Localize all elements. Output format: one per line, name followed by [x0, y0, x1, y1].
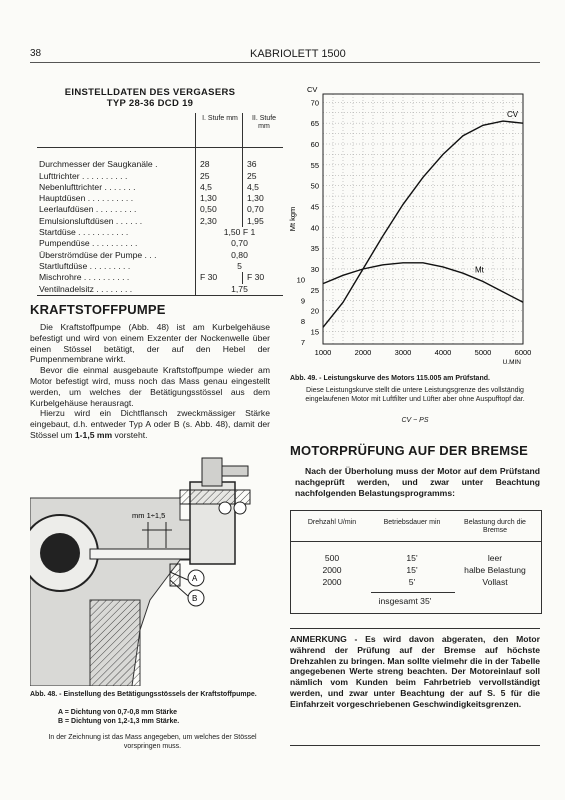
row-value-2: F 30: [243, 272, 284, 283]
cell-load: Vollast: [482, 577, 508, 587]
note-rule-bottom: [290, 745, 540, 746]
row-value-1: F 30: [196, 272, 243, 283]
dimension-label: mm 1÷1,5: [132, 511, 166, 520]
x-tick-label: 3000: [394, 348, 412, 357]
row-label: Emulsionsluftdüsen . . . . . .: [39, 215, 143, 226]
row-label: Mischrohre . . . . . . . . . .: [39, 272, 130, 283]
series-line-cv: [323, 121, 523, 327]
fig48-legend-b: B = Dichtung von 1,2-1,3 mm Stärke.: [58, 718, 180, 725]
paragraph: Bevor die einmal ausgebaute Kraftstoffpumpe wieder am Motor befestigt wird, muss noch das Mass genau eingestellt werden, um welches der Betätigungsstössel aus dem Kurbelgehäuse herausragt.: [30, 365, 270, 408]
paragraph: Die Kraftstoffpumpe (Abb. 48) ist am Kurbelgehäuse befestigt und wird von einem Exzenter der Nockenwelle über einen Stössel betätigt, der auf den Hebel der Pumpenmembrane wirkt.: [30, 322, 270, 365]
row-label: Startluftdüse . . . . . . . . .: [39, 260, 131, 271]
y-tick-label: 60: [310, 140, 319, 149]
row-label: Leerlaufdüsen . . . . . . . . .: [39, 204, 137, 215]
cell-duration: 15': [406, 553, 418, 563]
table-row: [37, 250, 283, 261]
fuel-pump-drawing: [30, 450, 275, 686]
vergaser-table-head: [37, 113, 283, 148]
vergaser-title-2: TYP 28-36 DCD 19: [106, 98, 194, 109]
row-value-2: 4,5: [243, 182, 284, 193]
row-value-span: 0,70: [196, 238, 284, 249]
row-label: Überströmdüse der Pumpe . . .: [39, 249, 157, 260]
fig49-caption: Abb. 49. - Leistungskurve des Motors 115.005 am Prüfstand.: [290, 375, 490, 382]
row-value-1: 25: [196, 171, 243, 182]
col-header-duration: Betriebsdauer min: [383, 519, 441, 526]
col-header-rpm: Drehzahl U/min: [307, 519, 357, 526]
row-value-1: 0,50: [196, 204, 243, 215]
x-tick-label: 1000: [314, 348, 332, 357]
anmerkung-note: [290, 634, 540, 710]
table-row: [37, 261, 283, 272]
row-label: Pumpendüse . . . . . . . . . .: [39, 238, 138, 249]
series-label-mt: Mt: [475, 265, 484, 275]
vergaser-title-1: EINSTELLDATEN DES VERGASERS: [64, 87, 236, 98]
row-value-span: 1,50 F 1: [196, 227, 284, 238]
kraftstoff-text: [30, 322, 270, 441]
note-rule-top: [290, 628, 540, 629]
label-a: A: [192, 574, 198, 583]
fig48-note: In der Zeichnung ist das Mass angegeben, um welches der Stössel vorspringen muss.: [48, 734, 257, 750]
row-value-1: 1,30: [196, 193, 243, 204]
row-value-1: 28: [196, 159, 243, 170]
note-label: ANMERKUNG: [290, 634, 347, 644]
vergaser-col2-header: II. Stufe mm: [243, 113, 284, 148]
note-text: - Es wird davon abgeraten, den Motor während der Prüfung auf der Bremse auf höchste Drehzahlen zu bringen. Man sollte vielmehr die in der Tabelle angegebenen Werte streng beachten. Der Motoreinlauf soll nämlich vom Kunden beim Fahrbetrieb vervollständigt werden, und zwar unter Beachtung der auf S. 5 für die Einfahrzeit vorgeschriebenen Geschwindigkeitsgrenzen.: [290, 634, 540, 709]
table-row: [37, 182, 283, 193]
power-curve-chart: [285, 80, 540, 370]
vergaser-col1-header: I. Stufe mm: [196, 113, 243, 148]
cell-rpm: 500: [324, 553, 340, 563]
y-tick-label: 70: [310, 98, 319, 108]
table-divider: [291, 541, 541, 542]
y-tick-label: 15: [310, 327, 319, 337]
y-axis-top-label: CV: [307, 85, 318, 94]
row-value-1: 2,30: [196, 216, 243, 227]
cell-load: halbe Belastung: [464, 565, 526, 575]
table-row: [37, 284, 283, 296]
y-tick-label: 40: [310, 223, 319, 233]
table-row: [37, 171, 283, 182]
table-row: [37, 193, 283, 204]
row-value-2: 1,95: [243, 216, 284, 227]
cell-rpm: 2000: [322, 565, 342, 575]
table-row: [37, 216, 283, 227]
y-axis-side-label: Mt kgm: [288, 206, 297, 232]
row-label: Nebenlufttrichter . . . . . . .: [39, 181, 136, 192]
row-label: Ventilnadelsitz . . . . . . . .: [37, 284, 196, 296]
table-row: [37, 159, 283, 170]
fig49-note: Diese Leistungskurve stellt die untere Leistungsgrenze des vollständig eingelaufenen Motor mit Luftfilter und Lüfter aber ohne Auspufftopf dar.: [305, 387, 525, 403]
bremse-intro: Nach der Überholung muss der Motor auf dem Prüfstand nachgeprüft werden, und zwar unter Beachtung nachfolgenden Belastungsprogramms:: [295, 466, 540, 498]
fig48-caption: Abb. 48. - Einstellung des Betätigungsstössels der Kraftstoffpumpe.: [30, 691, 257, 698]
table-row: [37, 204, 283, 215]
section-heading-bremse: MOTORPRÜFUNG AUF DER BREMSE: [290, 443, 528, 458]
row-value-span: 0,80: [196, 250, 284, 261]
table-row: [37, 227, 283, 238]
cell-duration: 5': [408, 577, 416, 587]
row-label: Hauptdüsen . . . . . . . . . .: [39, 193, 134, 204]
table-row: [37, 272, 283, 283]
sum-rule: [371, 592, 455, 593]
cell-load: leer: [487, 553, 503, 563]
row-label: Startdüse . . . . . . . . . . .: [39, 227, 129, 238]
y-tick-label: 30: [310, 265, 319, 274]
mt-tick-label: 9: [300, 296, 305, 306]
y-tick-label: 45: [310, 202, 319, 212]
y-tick-label: 50: [310, 181, 319, 191]
mt-tick-label: 8: [300, 317, 305, 327]
row-value-span: 5: [196, 261, 284, 272]
y-tick-label: 65: [310, 119, 319, 129]
x-tick-label: 5000: [474, 348, 492, 357]
series-label-cv: CV: [507, 109, 519, 119]
row-value-2: 25: [243, 171, 284, 182]
fig48-legend-a: A = Dichtung von 0,7-0,8 mm Stärke: [58, 709, 177, 716]
table-row: [37, 238, 283, 249]
header-rule: [30, 62, 540, 63]
vergaser-table: [37, 113, 283, 296]
label-b: B: [192, 594, 198, 603]
total-duration: insgesamt 35': [378, 596, 432, 606]
emphasis-measure: 1-1,5 mm: [74, 429, 113, 440]
section-heading-kraftstoffpumpe: KRAFTSTOFFPUMPE: [30, 302, 166, 317]
paragraph: Hierzu wird ein Dichtflansch zweckmässiger Stärke eingebaut, d.h. entweder Typ A oder B (s. Abb. 48), damit der Stössel um 1-1,5 mm vorsteht.: [30, 408, 270, 440]
x-tick-label: 6000: [514, 348, 532, 357]
x-axis-label: U.MIN: [502, 359, 521, 366]
y-tick-label: 20: [310, 306, 319, 316]
row-value-2: 0,70: [243, 204, 284, 215]
fig49-formula: CV ~ PS: [401, 417, 429, 424]
page-number: 38: [30, 48, 42, 59]
y-tick-label: 55: [310, 160, 319, 170]
row-label: Lufttrichter . . . . . . . . . .: [39, 170, 128, 181]
y-tick-label: 35: [310, 244, 319, 254]
cell-rpm: 2000: [322, 577, 342, 587]
y-tick-label: 25: [310, 285, 319, 295]
plot-frame: [323, 94, 523, 344]
mt-tick-label: 10: [296, 275, 305, 285]
row-value-1: 4,5: [196, 182, 243, 193]
row-value-2: 36: [243, 159, 284, 170]
x-tick-label: 2000: [354, 348, 372, 357]
row-value-2: 1,30: [243, 193, 284, 204]
col-header-load: Belastung durch die Bremse: [464, 519, 526, 534]
page-header-title: KABRIOLETT 1500: [250, 48, 346, 60]
row-label: Durchmesser der Saugkanäle .: [39, 159, 158, 170]
row-value-span: 1,75: [196, 284, 284, 296]
load-program-table: [290, 510, 542, 614]
cell-duration: 15': [406, 565, 418, 575]
mt-tick-label: 7: [300, 337, 305, 347]
x-tick-label: 4000: [434, 348, 452, 357]
